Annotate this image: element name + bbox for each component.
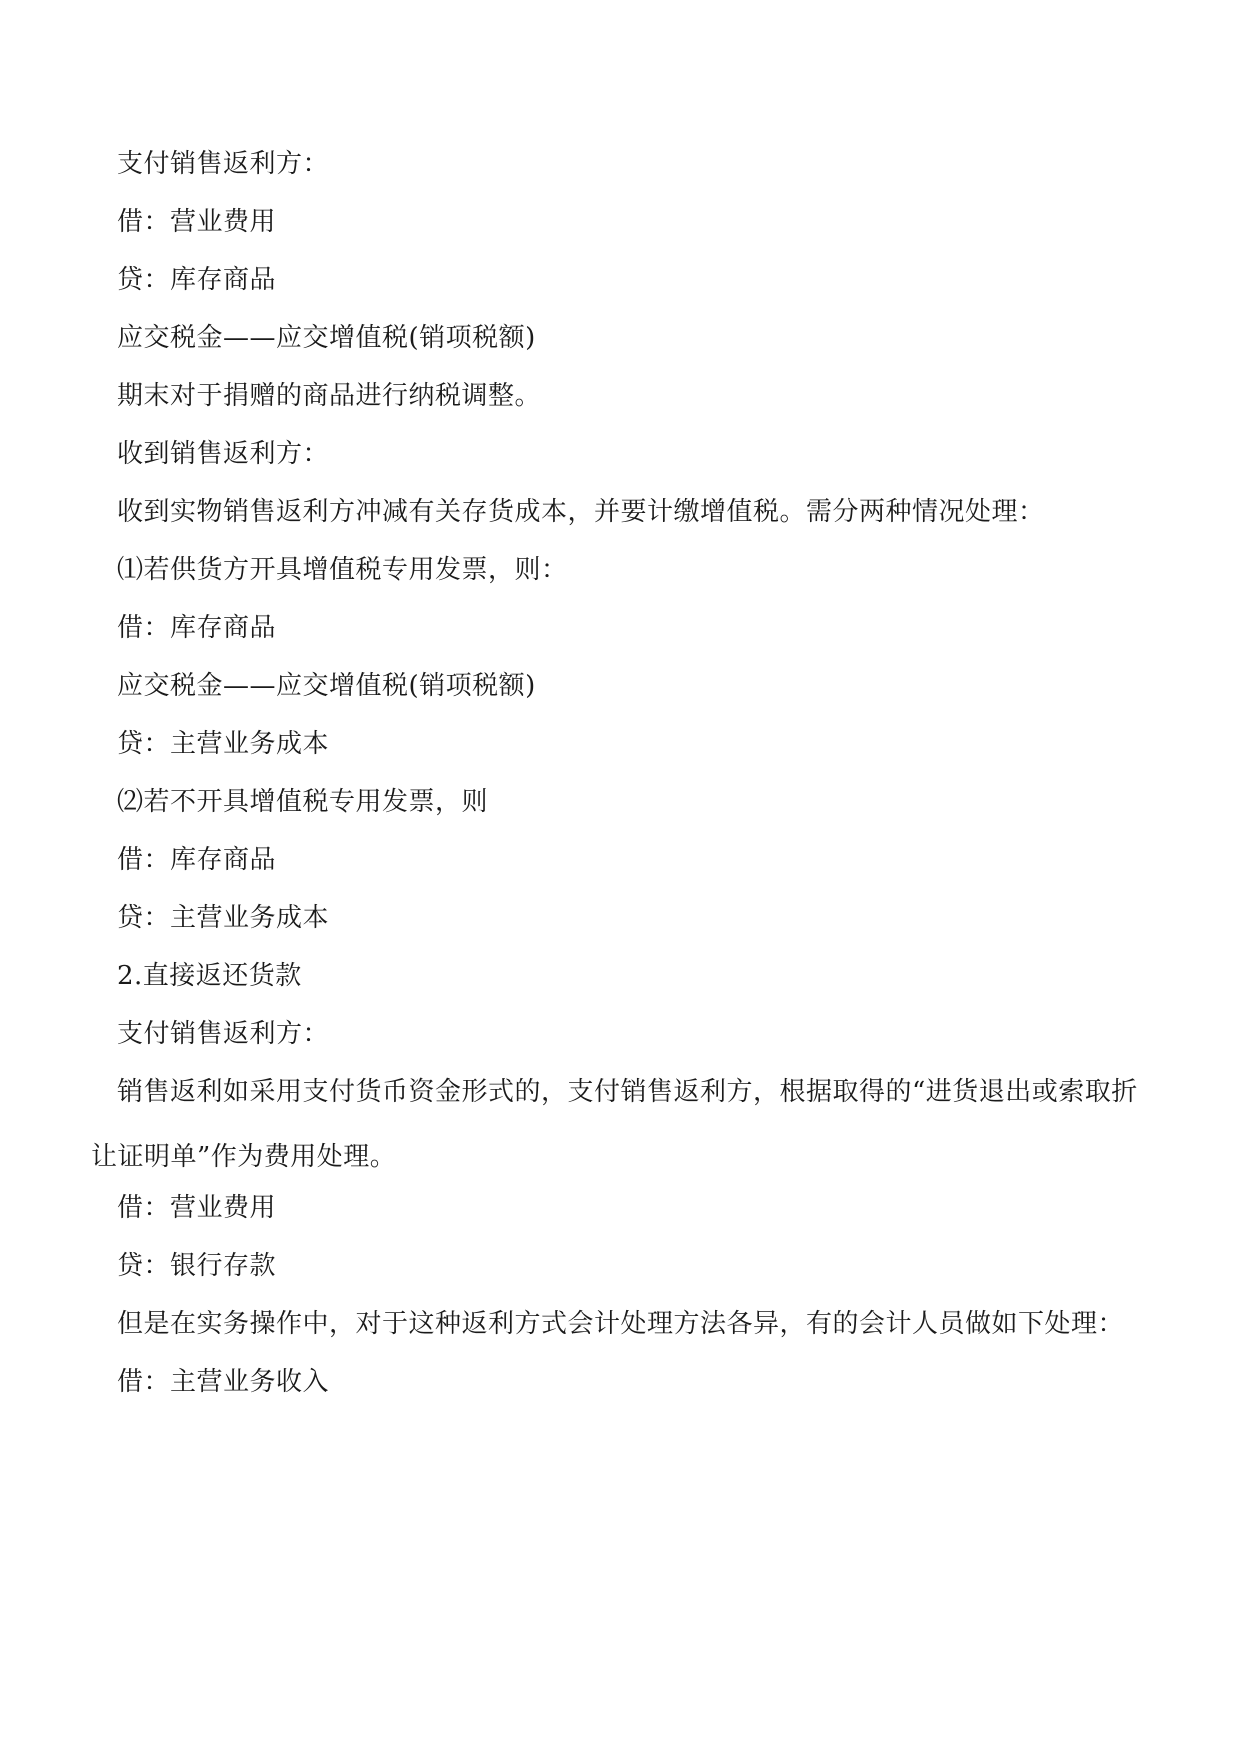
paragraph: 收到销售返利方： — [117, 439, 330, 469]
paragraph: 借：库存商品 — [117, 613, 277, 643]
paragraph: 期末对于捐赠的商品进行纳税调整。 — [117, 381, 542, 411]
paragraph: 支付销售返利方： — [117, 1019, 330, 1049]
paragraph: 贷：主营业务成本 — [117, 729, 330, 759]
paragraph: 借：营业费用 — [117, 1193, 277, 1223]
paragraph: ⑵若不开具增值税专用发票，则 — [117, 787, 489, 817]
paragraph: 2.直接返还货款 — [117, 961, 302, 991]
paragraph: 贷：主营业务成本 — [117, 903, 330, 933]
paragraph: 销售返利如采用支付货币资金形式的，支付销售返利方，根据取得的“进货退出或索取折让证明单”作为费用处理。 — [91, 1077, 1138, 1172]
paragraph: 贷：库存商品 — [117, 265, 277, 295]
paragraph: 借：营业费用 — [117, 207, 277, 237]
paragraph: 贷：银行存款 — [117, 1251, 277, 1281]
paragraph: 借：主营业务收入 — [117, 1367, 330, 1397]
paragraph: ⑴若供货方开具增值税专用发票，则： — [117, 555, 568, 585]
paragraph: 支付销售返利方： — [117, 149, 330, 179]
paragraph: 借：库存商品 — [117, 845, 277, 875]
paragraph: 应交税金——应交增值税(销项税额) — [117, 323, 536, 353]
paragraph: 应交税金——应交增值税(销项税额) — [117, 671, 536, 701]
paragraph: 但是在实务操作中，对于这种返利方式会计处理方法各异，有的会计人员做如下处理： — [117, 1309, 1125, 1339]
paragraph: 收到实物销售返利方冲减有关存货成本，并要计缴增值税。需分两种情况处理： — [117, 497, 1045, 527]
